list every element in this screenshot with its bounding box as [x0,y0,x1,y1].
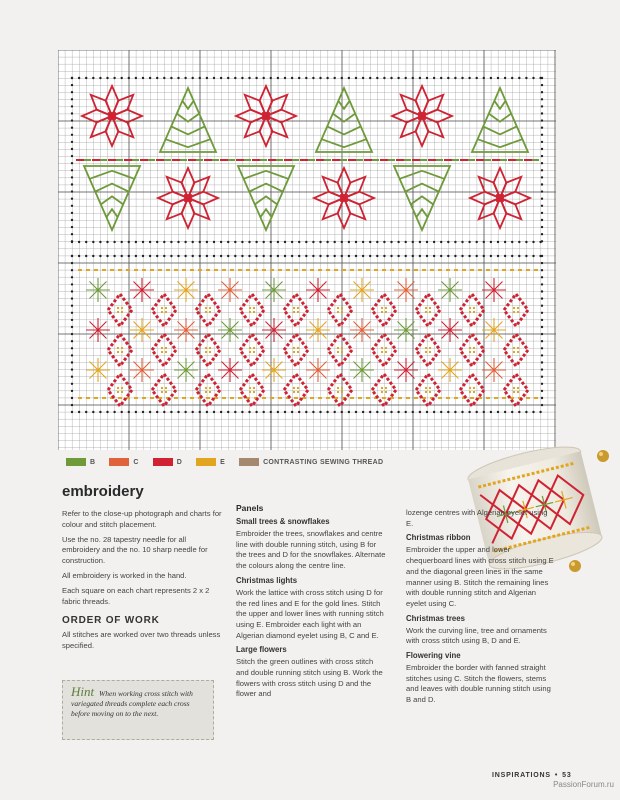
light-star-0-1 [130,278,154,302]
light-star-0-2 [174,278,198,302]
thread-legend [66,455,486,469]
legend-item-b [66,458,95,466]
legend-label-e: E [220,458,226,466]
light-star-2-9 [482,358,506,382]
hint-body: When working cross stitch with variegated threads complete each cross before moving on to the next. [71,689,193,718]
small-trees-text: Embroider the trees, snowflakes and centre line with double running stitch, using B for the trees and D for the snowflakes. Alternate the colours along the centre line. [236,529,386,571]
intro-paragraph-1: Refer to the close-up photograph and charts for colour and stitch placement. [62,509,222,529]
page-heading: embroidery [62,483,144,500]
legend-item-d [153,458,182,466]
christmas-trees-heading: Christmas trees [406,613,465,623]
light-star-1-8 [438,318,462,342]
christmas-ribbon-text: Embroider the upper and lower chequerboard lines with cross stitch using E and the diagonal green lines in the same manner using B. Stitch the remaining lines with double running stitch and Algerian eyelet using C. [406,545,554,608]
light-star-0-9 [482,278,506,302]
light-star-0-8 [438,278,462,302]
light-star-1-4 [262,318,286,342]
small-trees-heading: Small trees & snowflakes [236,517,330,526]
light-star-0-7 [394,278,418,302]
hint-title: Hint [71,684,95,699]
legend-swatch-c [109,458,129,466]
light-star-2-3 [218,358,242,382]
legend-swatch-d [153,458,173,466]
large-flowers-continued: lozenge centres with Algerian eyelet using E. [406,508,548,528]
chart-grid-svg [58,50,556,450]
light-star-1-7 [394,318,418,342]
christmas-ribbon-heading: Christmas ribbon [406,533,471,543]
legend-label-c: C [133,458,139,466]
light-star-2-8 [438,358,462,382]
light-star-2-0 [86,358,110,382]
light-star-2-6 [350,358,374,382]
panels-heading: Panels [236,503,264,513]
light-star-2-2 [174,358,198,382]
right-column [406,508,556,709]
light-star-1-1 [130,318,154,342]
hint-text-block [71,684,207,719]
light-star-1-6 [350,318,374,342]
legend-swatch-sewing-thread [239,458,259,466]
legend-swatch-e [196,458,216,466]
order-of-work-text: All stitches are worked over two threads unless specified. [62,630,221,651]
middle-column [236,503,386,703]
light-star-1-2 [174,318,198,342]
christmas-lights-text: Work the lattice with cross stitch using D for the red lines and E for the gold lines. Stitch the upper and lower lines with running stitch using E. Embroider each light with an Algerian diamond eyelet using B, C and E. [236,587,384,640]
light-star-1-5 [306,318,330,342]
page-footer [492,772,572,779]
large-flowers-heading: Large flowers [236,645,287,655]
legend-swatch-b [66,458,86,466]
footer-section: INSPIRATIONS [492,772,551,779]
cross-stitch-chart [58,50,556,450]
light-star-0-5 [306,278,330,302]
left-column [62,483,222,656]
watermark: PassionForum.ru [553,780,614,789]
light-star-0-3 [218,278,242,302]
light-star-2-5 [306,358,330,382]
light-star-2-4 [262,358,286,382]
hint-box [62,680,214,740]
order-of-work-heading: ORDER OF WORK [62,615,160,627]
light-star-0-0 [86,278,110,302]
legend-item-sewing-thread [239,458,383,466]
intro-paragraph-4: Each square on each chart represents 2 x 2 fabric threads. [62,585,210,606]
light-star-0-4 [262,278,286,302]
legend-label-sewing-thread: CONTRASTING SEWING THREAD [263,458,384,466]
legend-label-d: D [176,458,183,466]
light-star-1-0 [86,318,110,342]
light-star-2-7 [394,358,418,382]
flowering-vine-text: Embroider the border with fanned straight stitches using C. Stitch the flowers, stems and leaves with double running stitch using B and D. [406,663,551,705]
light-star-1-3 [218,318,242,342]
legend-label-b: B [90,458,96,466]
legend-item-c [109,458,138,466]
page-number: 53 [562,772,572,779]
intro-paragraph-3: All embroidery is worked in the hand. [62,570,187,580]
footer-dot: • [554,772,559,779]
legend-item-e [196,458,225,466]
large-flowers-text: Stitch the green outlines with cross stitch and double running stitch using B. Work the flowers with cross stitch using D and the flower and [236,657,383,699]
intro-paragraph-2: Use the no. 28 tapestry needle for all embroidery and the no. 10 sharp needle for construction. [62,534,208,566]
light-star-0-6 [350,278,374,302]
christmas-trees-text: Work the curving line, tree and ornaments with cross stitch using B, D and E. [406,625,547,646]
light-star-1-9 [482,318,506,342]
light-star-2-1 [130,358,154,382]
flowering-vine-heading: Flowering vine [406,651,461,661]
christmas-lights-heading: Christmas lights [236,575,298,585]
